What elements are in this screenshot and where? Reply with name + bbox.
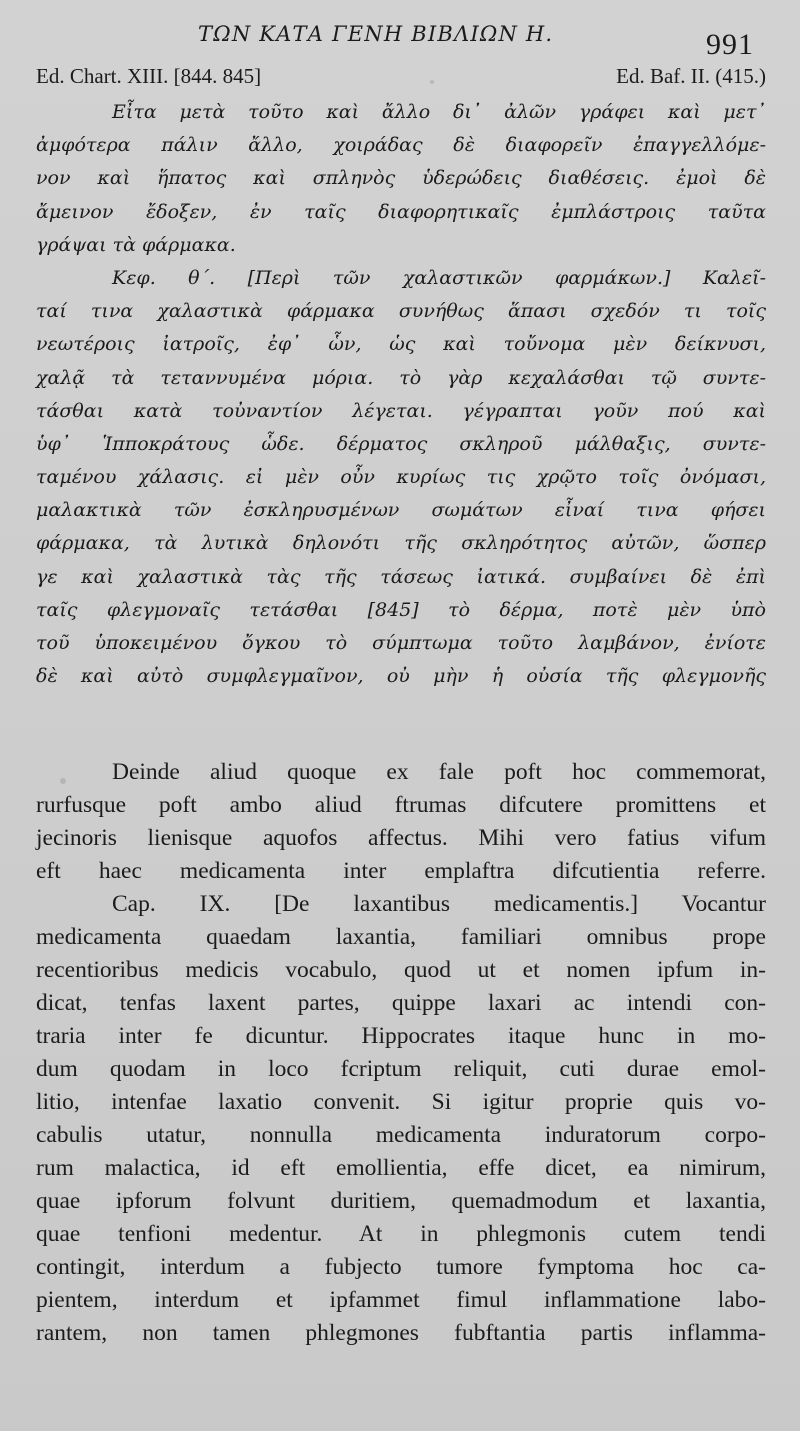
greek-line: ὑφ᾽ Ἱπποκράτους ὧδε. δέρματος σκληροῦ μάλθαξις, συντε- — [36, 432, 766, 455]
ink-speck — [430, 80, 434, 84]
greek-line: ταί τινα χαλαστικὰ φάρμακα συνήθως ἅπασι σχεδόν τι τοῖς — [36, 300, 766, 323]
latin-line: traria inter fe dicuntur. Hippocrates itaque hunc in mo- — [36, 1023, 766, 1049]
greek-line: γράψαι τὰ φάρμακα. — [36, 233, 236, 256]
greek-line: δὲ καὶ αὐτὸ συμφλεγμαῖνον, οὐ μὴν ἡ οὐσία τῆς φλεγμονῆς — [36, 665, 766, 688]
running-head — [0, 22, 800, 62]
greek-line: φάρμακα, τὰ λυτικὰ δηλονότι τῆς σκληρότητος αὐτῶν, ὥσπερ — [36, 532, 766, 555]
edition-chartier-ref: Ed. Chart. XIII. [844. 845] — [36, 64, 262, 88]
latin-line: jecinoris lienisque aquofos affectus. Mihi vero fatius vifum — [36, 825, 766, 851]
greek-chapter-heading-line: Κεφ. θ΄. [Περὶ τῶν χαλαστικῶν φαρμάκων.] Καλεῖ- — [112, 266, 766, 289]
latin-line: cabulis utatur, nonnulla medicamenta induratorum corpo- — [36, 1122, 766, 1148]
greek-text-block — [36, 96, 766, 693]
latin-line: quae ipforum folvunt duritiem, quemadmodum et laxantia, — [36, 1188, 766, 1214]
running-title: ΤΩΝ ΚΑΤΑ ΓΕΝΗ ΒΙΒΛΙΩΝ Η. — [198, 22, 554, 46]
greek-line: γε καὶ χαλαστικὰ τὰς τῆς τάσεως ἰατικά. συμβαίνει δὲ ἐπὶ — [36, 565, 766, 588]
latin-line: medicamenta quaedam laxantia, familiari omnibus prope — [36, 924, 766, 950]
edition-references — [36, 64, 766, 94]
greek-line: νον καὶ ἥπατος καὶ σπληνὸς ὑδερώδεις διαθέσεις. ἐμοὶ δὲ — [36, 167, 766, 190]
latin-line: pientem, interdum et ipfammet fimul inflammatione labo- — [36, 1287, 766, 1313]
latin-line: recentioribus medicis vocabulo, quod ut et nomen ipfum in- — [36, 957, 766, 983]
greek-line: τοῦ ὑποκειμένου ὄγκου τὸ σύμπτωμα τοῦτο λαμβάνον, ἐνίοτε — [36, 632, 766, 654]
latin-line: contingit, interdum a fubjecto tumore fymptoma hoc ca- — [36, 1254, 766, 1280]
greek-line: ἄμεινον ἔδοξεν, ἐν ταῖς διαφορητικαῖς ἐμπλάστροις ταῦτα — [36, 200, 766, 223]
greek-line: νεωτέροις ἰατροῖς, ἐφ᾽ ὧν, ὡς καὶ τοὔνομα μὲν δείκνυσι, — [36, 333, 766, 356]
greek-line: ἀμφότερα πάλιν ἄλλο, χοιράδας δὲ διαφορεῖν ἐπαγγελλόμε- — [36, 134, 766, 157]
latin-line: dicat, tenfas laxent partes, quippe laxari ac intendi con- — [36, 990, 766, 1016]
latin-text-block — [36, 756, 766, 1350]
greek-line: Εἶτα μετὰ τοῦτο καὶ ἄλλο δι᾽ ἀλῶν γράφει καὶ μετ᾽ — [112, 101, 766, 123]
page-number: 991 — [706, 28, 754, 61]
latin-line: litio, intenfae laxatio convenit. Si igitur proprie quis vo- — [36, 1089, 766, 1115]
latin-line: rantem, non tamen phlegmones fubftantia partis inflamma- — [36, 1320, 766, 1346]
latin-line: Deinde aliud quoque ex fale poft hoc commemorat, — [112, 759, 766, 785]
greek-line: ταῖς φλεγμοναῖς τετάσθαι [845] τὸ δέρμα, ποτὲ μὲν ὑπὸ — [36, 598, 766, 621]
ink-speck — [60, 778, 66, 784]
latin-line: quae tenfioni medentur. At in phlegmonis cutem tendi — [36, 1221, 766, 1247]
latin-line: rum malactica, id eft emollientia, effe dicet, ea nimirum, — [36, 1155, 766, 1181]
greek-line: τάσθαι κατὰ τοὐναντίον λέγεται. γέγραπται γοῦν πού καὶ — [36, 399, 766, 422]
greek-line: ταμένου χάλασις. εἰ μὲν οὖν κυρίως τις χρῷτο τοῖς ὀνόμασι, — [36, 466, 766, 489]
latin-line: eft haec medicamenta inter emplaftra difcutientia referre. — [36, 858, 766, 884]
latin-line: rurfusque poft ambo aliud ftrumas difcutere promittens et — [36, 792, 766, 818]
edition-basel-ref: Ed. Baf. II. (415.) — [616, 64, 766, 88]
greek-line: μαλακτικὰ τῶν ἐσκληρυσμένων σωμάτων εἶναί τινα φήσει — [36, 499, 766, 522]
latin-chapter-heading-line: Cap. IX. [De laxantibus medicamentis.] Vocantur — [112, 891, 766, 917]
greek-line: χαλᾷ τὰ τεταννυμένα μόρια. τὸ γὰρ κεχαλάσθαι τῷ συντε- — [36, 366, 766, 389]
latin-line: dum quodam in loco fcriptum reliquit, cuti durae emol- — [36, 1056, 766, 1082]
